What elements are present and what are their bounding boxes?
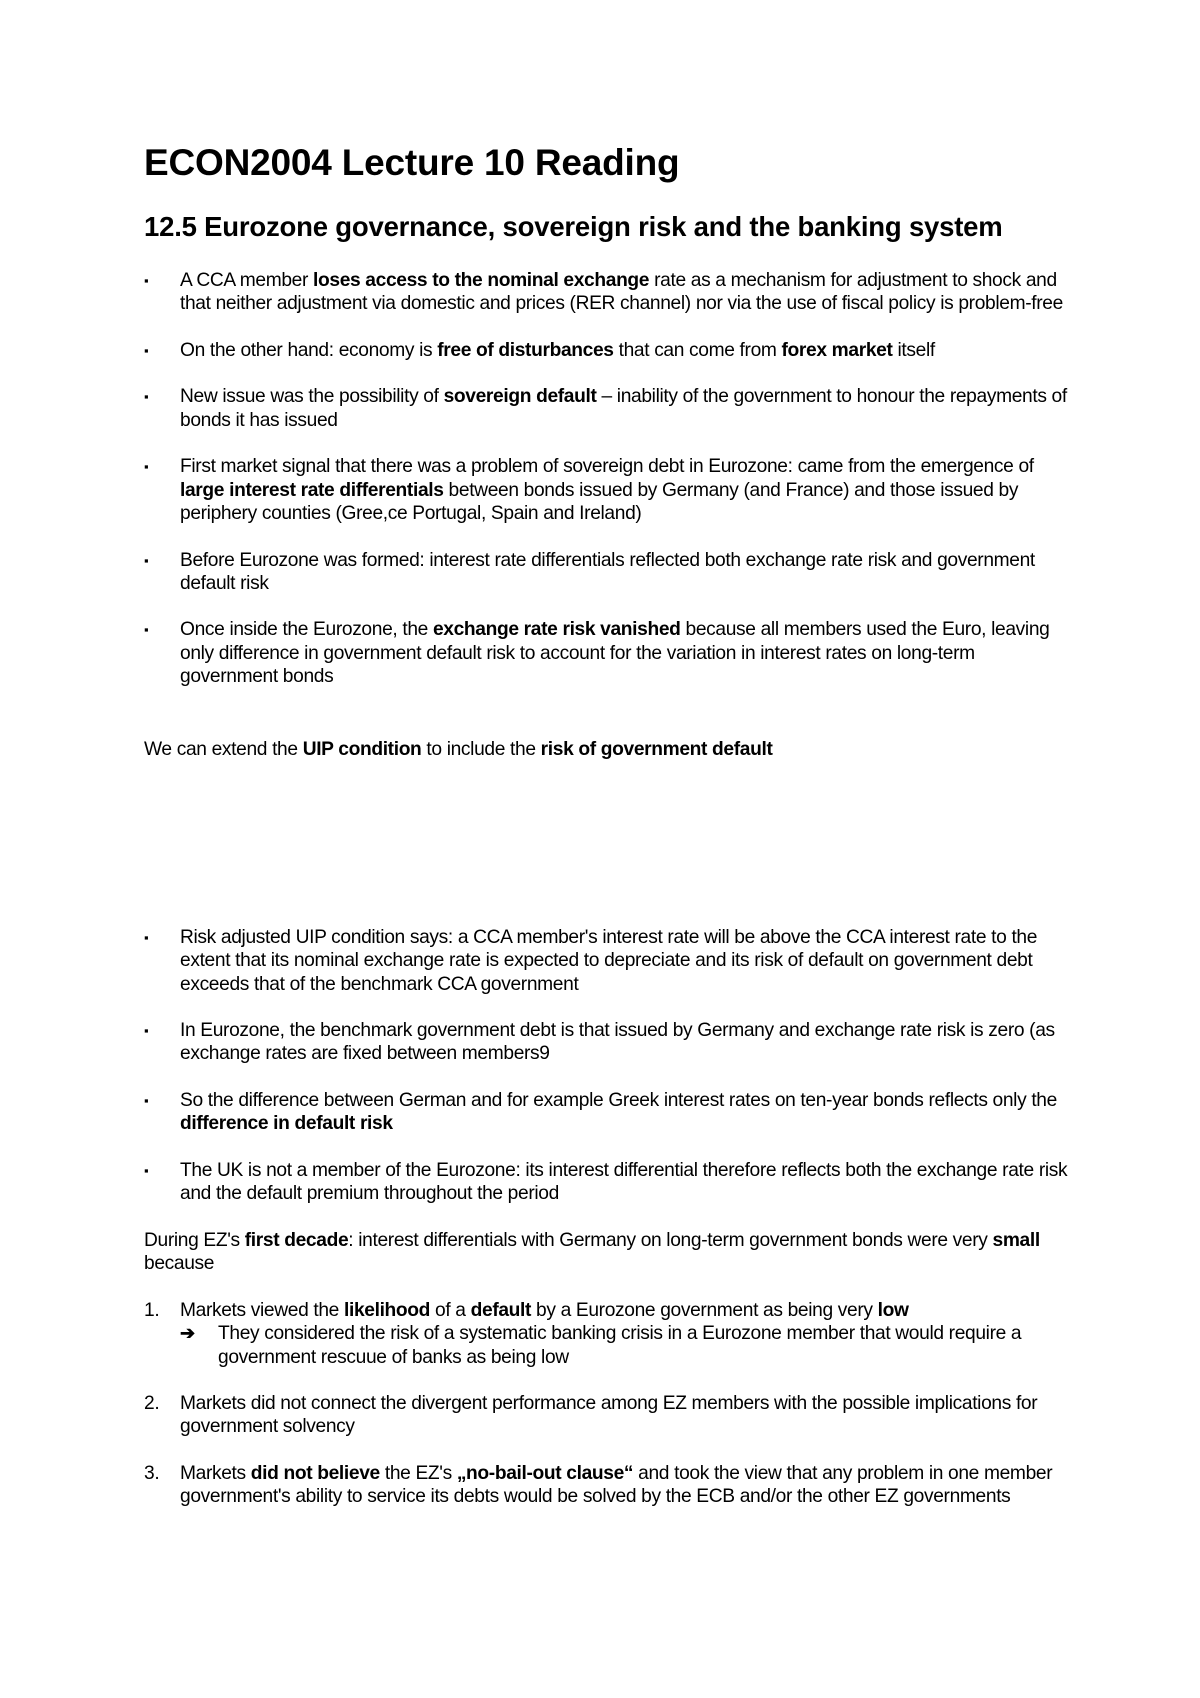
bullet-square-icon: ▪ xyxy=(144,342,149,358)
bullet-text: because all members used the Euro, leaving only difference in government default risk to account for the variation in interest rates on long-term government bonds xyxy=(180,619,1050,688)
bullet-text: – inability of the government to honour the repayments of bonds it has issued xyxy=(180,386,1067,431)
item-number: 2. xyxy=(144,1393,160,1415)
item-number: 3. xyxy=(144,1463,160,1485)
bullet-text: So the difference between German and for example Greek interest rates on ten-year bonds reflects only the xyxy=(180,1090,1057,1112)
bullet-list-context xyxy=(0,269,1200,712)
bullet-square-icon: ▪ xyxy=(144,1023,149,1039)
decade-text: During EZ's xyxy=(144,1230,245,1251)
bullet-item xyxy=(0,1089,1070,1136)
bullet-item xyxy=(0,269,1070,316)
document-title: ECON2004 Lecture 10 Reading xyxy=(144,142,680,183)
arrow-right-icon: ➔ xyxy=(180,1323,195,1344)
bullet-emphasis: forex market xyxy=(781,339,893,361)
bullet-text: A CCA member xyxy=(180,270,314,291)
bullet-emphasis: difference in default risk xyxy=(180,1113,393,1135)
decade-text: because xyxy=(144,1253,215,1275)
bullet-text: The UK is not a member of the Eurozone: its interest differential therefore reflects both the exchange rate risk and the default premium throughout the period xyxy=(180,1159,1068,1205)
numbered-text: Markets did not connect the divergent performance among EZ members with the possible implications for government solvency xyxy=(180,1393,1038,1438)
bullet-emphasis: free of disturbances xyxy=(437,339,614,361)
bullet-emphasis: loses access to the nominal exchange xyxy=(313,270,650,291)
bullet-emphasis: exchange rate risk vanished xyxy=(432,619,681,641)
numbered-emphasis: likelihood xyxy=(343,1300,431,1321)
bullet-square-icon: ▪ xyxy=(144,552,149,568)
bullet-text: Before Eurozone was formed: interest rate differentials reflected both exchange rate risk and government default risk xyxy=(180,549,1035,594)
numbered-text: Markets viewed the xyxy=(180,1300,344,1321)
bullet-text: Once inside the Eurozone, the xyxy=(180,619,433,641)
bullet-item xyxy=(0,385,1070,432)
bullet-item xyxy=(0,618,1070,688)
numbered-emphasis: „no-bail-out clause“ xyxy=(456,1463,634,1485)
bullet-text: itself xyxy=(892,339,935,361)
bullet-square-icon: ▪ xyxy=(144,459,149,475)
uip-emphasis: UIP condition xyxy=(302,739,422,760)
sub-point xyxy=(180,1322,1070,1369)
decade-emphasis: small xyxy=(992,1230,1040,1251)
numbered-text: Markets xyxy=(180,1463,251,1485)
first-decade-paragraph xyxy=(144,1229,1070,1276)
section-heading: 12.5 Eurozone governance, sovereign risk and the banking system xyxy=(144,211,1003,242)
numbered-item xyxy=(0,1299,1070,1369)
uip-text: We can extend the xyxy=(144,739,303,760)
bullet-square-icon: ▪ xyxy=(144,1093,149,1109)
numbered-item xyxy=(0,1392,1070,1439)
bullet-text: On the other hand: economy is xyxy=(180,339,438,361)
bullet-square-icon: ▪ xyxy=(144,273,149,288)
numbered-emphasis: low xyxy=(877,1300,909,1321)
decade-text: : interest differentials with Germany on long-term government bonds were very xyxy=(348,1230,993,1251)
bullet-square-icon: ▪ xyxy=(144,622,149,638)
bullet-square-icon: ▪ xyxy=(144,1162,149,1178)
numbered-reasons-list xyxy=(0,1299,1200,1532)
bullet-item xyxy=(0,926,1070,996)
bullet-text: In Eurozone, the benchmark government debt is that issued by Germany and exchange rate risk is zero (as exchange rates are fixed between members9 xyxy=(180,1020,1055,1065)
bullet-emphasis: sovereign default xyxy=(443,386,597,408)
uip-paragraph xyxy=(144,738,1070,761)
numbered-emphasis: default xyxy=(470,1300,532,1321)
bullet-text: First market signal that there was a problem of sovereign debt in Eurozone: came from the emergence of xyxy=(180,456,1034,478)
bullet-item xyxy=(0,339,1070,362)
item-number: 1. xyxy=(144,1300,160,1321)
bullet-text: that can come from xyxy=(613,339,782,361)
bullet-list-uip xyxy=(0,926,1200,1229)
decade-emphasis: first decade xyxy=(244,1230,349,1251)
numbered-text: of a xyxy=(430,1300,471,1321)
numbered-emphasis: did not believe xyxy=(250,1463,380,1485)
numbered-text: and took the view that any problem in one member government's ability to service its debts would be solved by the ECB and/or the other EZ governments xyxy=(180,1463,1053,1508)
uip-emphasis: risk of government default xyxy=(540,739,773,760)
numbered-text: the EZ's xyxy=(379,1463,457,1485)
bullet-square-icon: ▪ xyxy=(144,389,149,405)
bullet-item xyxy=(0,1159,1070,1206)
uip-text: to include the xyxy=(421,739,541,760)
bullet-emphasis: large interest rate differentials xyxy=(180,479,444,501)
bullet-text: rate as a mechanism for adjustment to shock and that neither adjustment via domestic and prices (RER channel) nor via the use of fiscal policy is problem-free xyxy=(180,270,1063,315)
numbered-item xyxy=(0,1462,1070,1509)
bullet-item xyxy=(0,455,1070,525)
sub-point-text: They considered the risk of a systematic banking crisis in a Eurozone member that would require a government rescuue of banks as being low xyxy=(218,1323,1022,1368)
bullet-text: New issue was the possibility of xyxy=(180,386,444,408)
bullet-text: Risk adjusted UIP condition says: a CCA member's interest rate will be above the CCA interest rate to the extent that its nominal exchange rate is expected to depreciate and its risk of default on government debt exceeds that of the benchmark CCA government xyxy=(180,927,1038,995)
bullet-text: between bonds issued by Germany (and France) and those issued by periphery counties (Gree,ce Portugal, Spain and Ireland) xyxy=(180,479,1019,524)
bullet-item xyxy=(0,549,1070,596)
bullet-square-icon: ▪ xyxy=(144,930,149,945)
numbered-text: by a Eurozone government as being very xyxy=(531,1300,878,1321)
bullet-item xyxy=(0,1019,1070,1066)
